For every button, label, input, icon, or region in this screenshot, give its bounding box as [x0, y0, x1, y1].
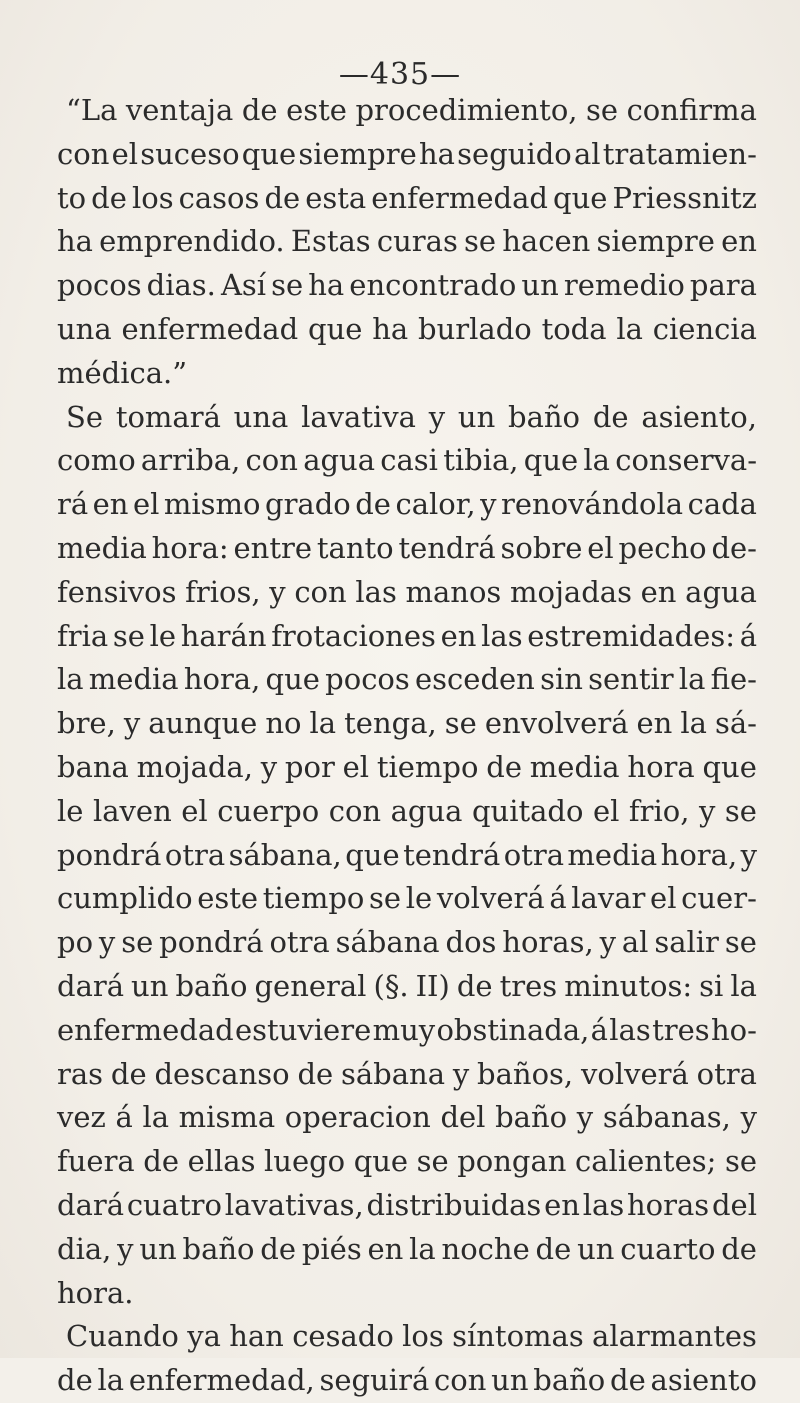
word: este: [286, 93, 347, 127]
word: sábana: [335, 925, 440, 960]
word: siempre: [596, 224, 715, 259]
word: volverá: [436, 881, 545, 916]
word: el: [181, 793, 208, 828]
word: minutos:: [564, 968, 693, 1003]
word: obstinada,: [436, 1012, 590, 1047]
word: cada: [687, 487, 757, 522]
word: de: [264, 180, 301, 215]
word: de: [592, 399, 629, 434]
word: ha: [57, 224, 93, 259]
word: esta: [305, 180, 367, 215]
word: bre,: [57, 706, 116, 741]
word: seguirá: [319, 1363, 430, 1398]
word: agua: [303, 443, 376, 478]
word: las: [481, 618, 523, 653]
word: tiempo: [262, 881, 365, 916]
text-line: [57, 1315, 757, 1359]
word: le: [405, 881, 433, 916]
word: Así: [220, 268, 267, 303]
text-line: [57, 834, 757, 878]
text-line: [57, 921, 757, 965]
word: con: [328, 793, 382, 828]
word: por: [284, 749, 335, 784]
word: si: [699, 968, 724, 1003]
word: cuatro: [126, 1187, 222, 1222]
text-line: [57, 746, 757, 790]
word: las: [355, 574, 397, 609]
word: hora: [627, 749, 695, 784]
word: lavativa: [301, 399, 416, 434]
word: tendrá: [403, 837, 501, 872]
word: tres: [499, 968, 558, 1003]
word: media: [567, 837, 658, 872]
word: agua: [685, 574, 757, 609]
word: un: [491, 1363, 529, 1398]
word: la: [730, 968, 757, 1003]
word: que: [523, 443, 579, 478]
word: que: [353, 1144, 409, 1179]
word: las: [582, 1187, 625, 1222]
word: en: [440, 618, 477, 653]
word: sin: [540, 662, 583, 697]
word: tomará: [115, 399, 221, 434]
word: encontrado: [349, 268, 517, 303]
word: se: [369, 881, 402, 916]
word: envolverá: [484, 706, 629, 741]
word: en: [640, 574, 677, 609]
word: tiempo: [376, 749, 479, 784]
word: pondrá: [159, 925, 264, 960]
word: bana: [57, 749, 129, 784]
word: y: [576, 1100, 594, 1135]
word: se: [724, 793, 757, 828]
word: la: [680, 706, 707, 741]
word: al: [573, 136, 601, 171]
word: los: [402, 1319, 444, 1354]
word: operacion: [284, 1100, 431, 1135]
word: emprendido.: [99, 224, 285, 259]
word: las: [609, 1012, 651, 1047]
word: ya: [187, 1319, 221, 1354]
word: dias.: [146, 268, 216, 303]
word: estuviere: [235, 1012, 372, 1047]
word: se: [121, 925, 154, 960]
word: siempre: [298, 136, 417, 171]
word: rá: [57, 487, 89, 522]
word: síntomas: [452, 1319, 584, 1354]
word: de: [91, 180, 127, 215]
word: con: [245, 443, 298, 478]
word: le: [149, 618, 177, 653]
word: hora,: [660, 837, 738, 872]
word: enfermedad: [57, 1012, 234, 1047]
word: noche: [441, 1231, 530, 1266]
word: otra: [696, 1056, 757, 1091]
word: sentir: [588, 662, 674, 697]
word: po: [57, 925, 94, 960]
word: fensivos: [57, 574, 177, 609]
word: ha: [372, 311, 409, 346]
text-line: [57, 877, 757, 921]
word: que: [308, 311, 363, 346]
word: la: [583, 443, 610, 478]
word: se: [444, 706, 477, 741]
word: de: [297, 1056, 334, 1091]
text-line: [57, 615, 757, 659]
word: pocos: [325, 662, 410, 697]
word: se: [416, 1144, 449, 1179]
word: vez: [57, 1100, 106, 1135]
word: dará: [57, 968, 125, 1003]
word: burlado: [418, 311, 532, 346]
word: un: [577, 1231, 615, 1266]
text-line: [57, 133, 757, 177]
word: del: [440, 1100, 486, 1135]
word: grado: [265, 487, 351, 522]
word: ciencia: [652, 311, 757, 346]
word: horas: [627, 1187, 710, 1222]
word: cesado: [292, 1319, 394, 1354]
word: la: [97, 1363, 125, 1398]
word: ho-: [710, 1012, 757, 1047]
word: de: [110, 1056, 147, 1091]
text-line: [57, 658, 757, 702]
word: y: [428, 399, 446, 434]
word: mismo: [163, 487, 261, 522]
word: hora.: [57, 1275, 134, 1310]
word: á: [549, 881, 567, 916]
word: los: [131, 180, 174, 215]
word: mojada,: [136, 749, 253, 784]
word: general: [254, 968, 367, 1003]
word: y: [698, 793, 716, 828]
word: confirma: [626, 93, 757, 127]
word: lavar: [571, 881, 646, 916]
word: media: [57, 530, 147, 565]
word: tanto: [316, 530, 394, 565]
word: asiento,: [641, 399, 757, 434]
word: cuerpo: [217, 793, 320, 828]
word: que: [553, 180, 608, 215]
word: no: [265, 706, 302, 741]
word: con: [434, 1363, 487, 1398]
word: una: [233, 399, 289, 434]
word: de: [535, 1231, 572, 1266]
word: fuera: [57, 1144, 135, 1179]
word: esceden: [415, 662, 535, 697]
word: que: [265, 662, 320, 697]
word: dia,: [57, 1231, 112, 1266]
word: hacen: [502, 224, 591, 259]
word: la: [142, 1100, 170, 1135]
text-line: [57, 571, 757, 615]
word: media: [529, 749, 620, 784]
word: distribuidas: [366, 1187, 542, 1222]
word: el: [132, 487, 160, 522]
word: en: [721, 224, 757, 259]
word: suceso: [140, 136, 240, 171]
word: otra: [269, 925, 330, 960]
word: en: [92, 487, 129, 522]
word: Se: [66, 399, 104, 434]
word: dos: [445, 925, 497, 960]
word: piés: [301, 1231, 362, 1266]
word: “La: [66, 93, 118, 127]
word: hora:: [151, 530, 229, 565]
word: á: [739, 618, 757, 653]
word: media: [88, 662, 179, 697]
word: y: [480, 487, 497, 522]
word: sábana,: [228, 837, 342, 872]
text-line: [57, 1359, 757, 1403]
word: y: [98, 925, 116, 960]
word: sá-: [715, 706, 757, 741]
word: misma: [178, 1100, 276, 1135]
word: baño: [175, 968, 248, 1003]
word: un: [521, 268, 559, 303]
word: tres: [652, 1012, 710, 1047]
word: la: [409, 1231, 436, 1266]
word: ventaja: [125, 93, 234, 127]
word: el: [587, 530, 614, 565]
word: con: [294, 574, 347, 609]
text-line: [57, 483, 757, 527]
word: harán: [180, 618, 267, 653]
word: del: [711, 1187, 757, 1222]
word: horas,: [502, 925, 594, 960]
word: que: [345, 837, 400, 872]
word: el: [111, 136, 139, 171]
word: y: [269, 574, 286, 609]
text-line: [57, 790, 757, 834]
text-line: [57, 308, 757, 352]
text-line: [57, 177, 757, 221]
word: ellas: [187, 1144, 256, 1179]
word: quitado: [471, 793, 584, 828]
word: sábana: [341, 1056, 445, 1091]
word: la: [616, 311, 643, 346]
page-number: —435—: [338, 57, 462, 92]
word: de: [143, 1144, 180, 1179]
text-line: [57, 1053, 757, 1097]
word: sobre: [500, 530, 583, 565]
word: fie-: [710, 662, 757, 697]
word: luego: [264, 1144, 346, 1179]
word: y: [599, 925, 616, 960]
word: baño: [533, 1363, 606, 1398]
word: se: [724, 925, 757, 960]
text-line: [57, 1096, 757, 1140]
word: seguido: [457, 136, 572, 171]
text-line: [57, 1140, 757, 1184]
word: curas: [376, 224, 458, 259]
word: frio,: [628, 793, 690, 828]
word: II): [415, 968, 450, 1003]
word: ha: [308, 268, 345, 303]
text-line: [57, 527, 757, 571]
word: la: [57, 662, 84, 697]
word: dará: [57, 1187, 125, 1222]
word: Cuando: [66, 1319, 179, 1354]
word: un: [139, 1231, 177, 1266]
word: baños,: [477, 1056, 574, 1091]
word: pondrá: [57, 837, 162, 872]
word: y: [452, 1056, 470, 1091]
word: se: [271, 268, 304, 303]
word: cuer-: [681, 881, 757, 916]
text-line: [57, 264, 757, 308]
word: arriba,: [140, 443, 241, 478]
text-line: [57, 1184, 757, 1228]
word: casi: [380, 443, 438, 478]
word: to: [57, 180, 87, 215]
text-line: [57, 220, 757, 264]
word: pongan: [457, 1144, 567, 1179]
word: calientes;: [575, 1144, 717, 1179]
word: ha: [418, 136, 455, 171]
word: tenga,: [344, 706, 437, 741]
word: han: [229, 1319, 284, 1354]
word: descanso: [154, 1056, 290, 1091]
word: el: [650, 881, 677, 916]
word: se: [724, 1144, 757, 1179]
word: y: [740, 1100, 757, 1135]
text-line: [57, 352, 757, 396]
word: este: [197, 881, 259, 916]
word: un: [457, 399, 496, 434]
word: agua: [390, 793, 463, 828]
word: se: [112, 618, 145, 653]
word: en: [544, 1187, 580, 1222]
text-line: [57, 439, 757, 483]
word: ras: [57, 1056, 104, 1091]
text-line: [57, 965, 757, 1009]
word: y: [260, 749, 278, 784]
word: la: [678, 662, 706, 697]
word: el: [592, 793, 620, 828]
word: tibia,: [443, 443, 519, 478]
word: renovándola: [500, 487, 684, 522]
word: pecho: [618, 530, 707, 565]
word: laven: [92, 793, 172, 828]
word: baño: [495, 1100, 568, 1135]
word: procedimiento,: [355, 93, 578, 127]
word: de: [241, 93, 278, 127]
word: frotaciones: [271, 618, 436, 653]
word: con: [57, 136, 110, 171]
word: toda: [541, 311, 607, 346]
text-line: [57, 702, 757, 746]
word: y: [123, 706, 141, 741]
word: una: [57, 311, 112, 346]
word: un: [131, 968, 169, 1003]
word: de: [610, 1363, 646, 1398]
word: á: [590, 1012, 608, 1047]
text-line: [57, 396, 757, 440]
word: otra: [164, 837, 226, 872]
word: el: [342, 749, 370, 784]
word: de: [456, 968, 493, 1003]
word: enfermedad,: [128, 1363, 315, 1398]
text-line: [57, 1009, 757, 1053]
word: como: [57, 443, 136, 478]
word: fria: [57, 618, 109, 653]
word: otra: [503, 837, 564, 872]
word: se: [586, 93, 619, 127]
word: para: [689, 268, 757, 303]
word: de: [721, 1231, 757, 1266]
word: (§.: [373, 968, 409, 1003]
word: asiento: [650, 1363, 757, 1398]
word: de: [260, 1231, 297, 1266]
word: Estas: [290, 224, 371, 259]
text-line: [57, 1272, 757, 1316]
word: que: [702, 749, 757, 784]
word: alarmantes: [592, 1319, 757, 1354]
word: á: [115, 1100, 133, 1135]
word: salir: [654, 925, 719, 960]
word: baño: [508, 399, 581, 434]
word: entre: [233, 530, 313, 565]
word: enfermedad: [371, 180, 548, 215]
word: conserva-: [615, 443, 757, 478]
word: muy: [372, 1012, 436, 1047]
word: lavativas,: [224, 1187, 364, 1222]
word: remedio: [563, 268, 685, 303]
word: en: [367, 1231, 404, 1266]
word: que: [241, 136, 297, 171]
word: volverá: [580, 1056, 689, 1091]
word: enfermedad: [121, 311, 299, 346]
word: se: [464, 224, 497, 259]
text-line: [57, 1228, 757, 1272]
word: tratamien-: [602, 136, 757, 171]
word: mojadas: [509, 574, 632, 609]
word: la: [309, 706, 337, 741]
word: cumplido: [57, 881, 193, 916]
word: calor,: [395, 487, 476, 522]
word: hora,: [183, 662, 261, 697]
word: de: [57, 1363, 93, 1398]
word: pocos: [57, 268, 142, 303]
word: baño: [182, 1231, 255, 1266]
word: Priessnitz: [612, 180, 757, 215]
word: manos: [405, 574, 502, 609]
word: de: [486, 749, 522, 784]
word: estremidades:: [527, 618, 735, 653]
word: en: [636, 706, 673, 741]
word: casos: [178, 180, 260, 215]
word: tendrá: [398, 530, 496, 565]
word: le: [57, 793, 84, 828]
text-line: [57, 89, 757, 133]
body-text: [57, 89, 757, 1403]
word: de: [355, 487, 391, 522]
word: y: [117, 1231, 134, 1266]
word: médica.”: [57, 355, 188, 390]
word: de-: [711, 530, 757, 565]
word: frios,: [185, 574, 261, 609]
word: aunque: [148, 706, 258, 741]
word: y: [740, 837, 757, 872]
word: cuarto: [620, 1231, 716, 1266]
word: sábanas,: [602, 1100, 731, 1135]
word: al: [621, 925, 649, 960]
